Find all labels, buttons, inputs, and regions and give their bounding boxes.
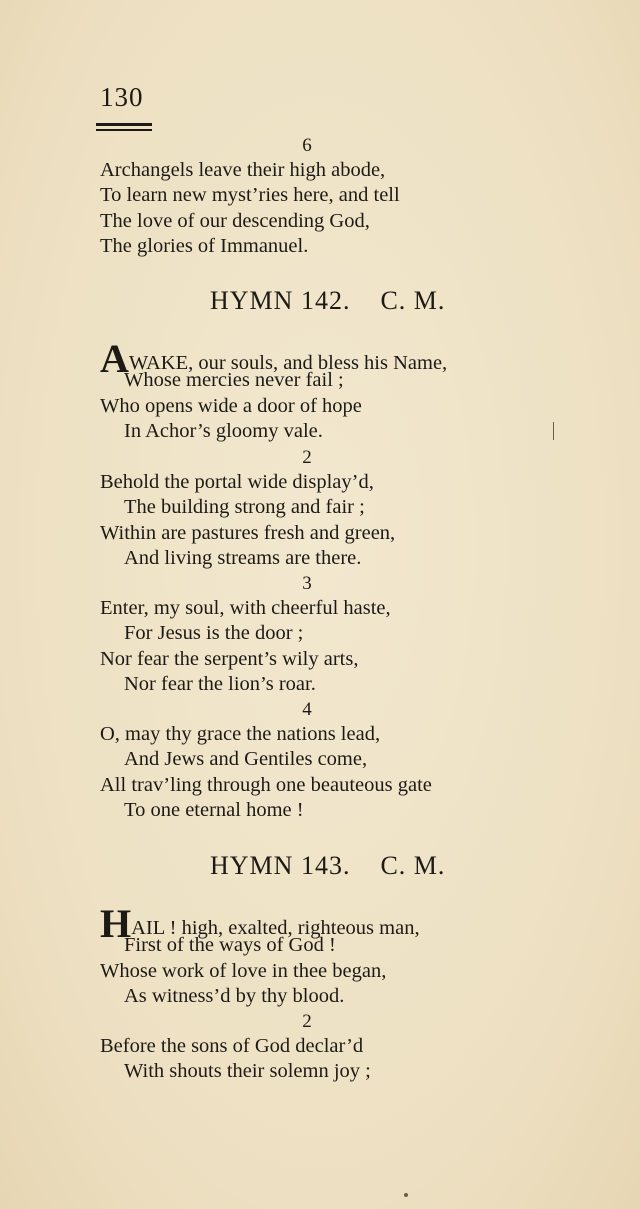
hymn-143-verse-1 — [100, 901, 560, 1009]
hymn-142-verse-3 — [100, 571, 560, 697]
verse-line: Archangels leave their high abode, — [100, 159, 386, 181]
verse-line: O, may thy grace the nations lead, — [100, 723, 381, 745]
verse-line: Nor fear the serpent’s wily arts, — [100, 647, 359, 670]
drop-cap: A — [100, 336, 127, 381]
verse-number: 2 — [302, 1011, 312, 1032]
verse-line-rest: WAKE, our souls, and bless his Name, — [128, 352, 448, 374]
verse-line: With shouts their solemn joy ; — [124, 1060, 371, 1083]
hymn-143-heading — [110, 851, 510, 881]
verse-line: Whose work of love in thee began, — [100, 959, 387, 982]
hymn-meter: C. M. — [380, 286, 446, 315]
verse-line: All trav’ling through one beauteous gate — [100, 773, 432, 796]
verse-number: 4 — [302, 699, 312, 720]
verse-line: Before the sons of God declar’d — [100, 1035, 364, 1057]
verse-line: Behold the portal wide display’d, — [100, 471, 374, 493]
verse-number: 2 — [302, 447, 312, 468]
paper-mark — [404, 1193, 408, 1197]
verse-line: To one eternal home ! — [124, 798, 304, 821]
verse-line: Enter, my soul, with cheerful haste, — [100, 597, 391, 619]
verse-line: As witness’d by thy blood. — [124, 984, 345, 1007]
hymn-title: HYMN 143. — [210, 851, 351, 880]
hymn-title: HYMN 142. — [210, 286, 351, 315]
page-number: 130 — [100, 82, 144, 112]
verse-line: To learn new myst’ries here, and tell — [100, 184, 400, 207]
verse-number: 6 — [302, 135, 312, 156]
verse-line: For Jesus is the door ; — [124, 622, 304, 645]
header-rule — [96, 123, 152, 126]
verse-line: First of the ways of God ! — [124, 934, 336, 957]
verse-line-rest: AIL ! high, exalted, righteous man, — [131, 917, 420, 939]
hymn-142-verse-2 — [100, 445, 560, 571]
hymn-142-verse-1 — [100, 336, 560, 444]
verse-line: And Jews and Gentiles come, — [124, 748, 368, 771]
paper-mark — [553, 422, 554, 440]
hymn-142-heading — [110, 286, 510, 316]
verse-line: The building strong and fair ; — [124, 496, 365, 519]
verse-line: Nor fear the lion’s roar. — [124, 672, 316, 695]
verse-line: Whose mercies never fail ; — [124, 369, 344, 392]
header-rule-thin — [96, 129, 152, 131]
drop-cap: H — [100, 901, 130, 946]
hymn-142-verse-4 — [100, 697, 560, 823]
verse-line: The love of our descending God, — [100, 209, 370, 232]
hymn-meter: C. M. — [380, 851, 446, 880]
verse-line: In Achor’s gloomy vale. — [124, 419, 323, 442]
verse-line: Who opens wide a door of hope — [100, 394, 362, 417]
verse-number: 3 — [302, 573, 312, 594]
verse-line: And living streams are there. — [124, 546, 362, 569]
hymn-143-verse-2 — [100, 1009, 560, 1085]
verse-line: Within are pastures fresh and green, — [100, 521, 396, 544]
prev-hymn-verse — [100, 133, 560, 259]
verse-line: The glories of Immanuel. — [100, 234, 309, 257]
